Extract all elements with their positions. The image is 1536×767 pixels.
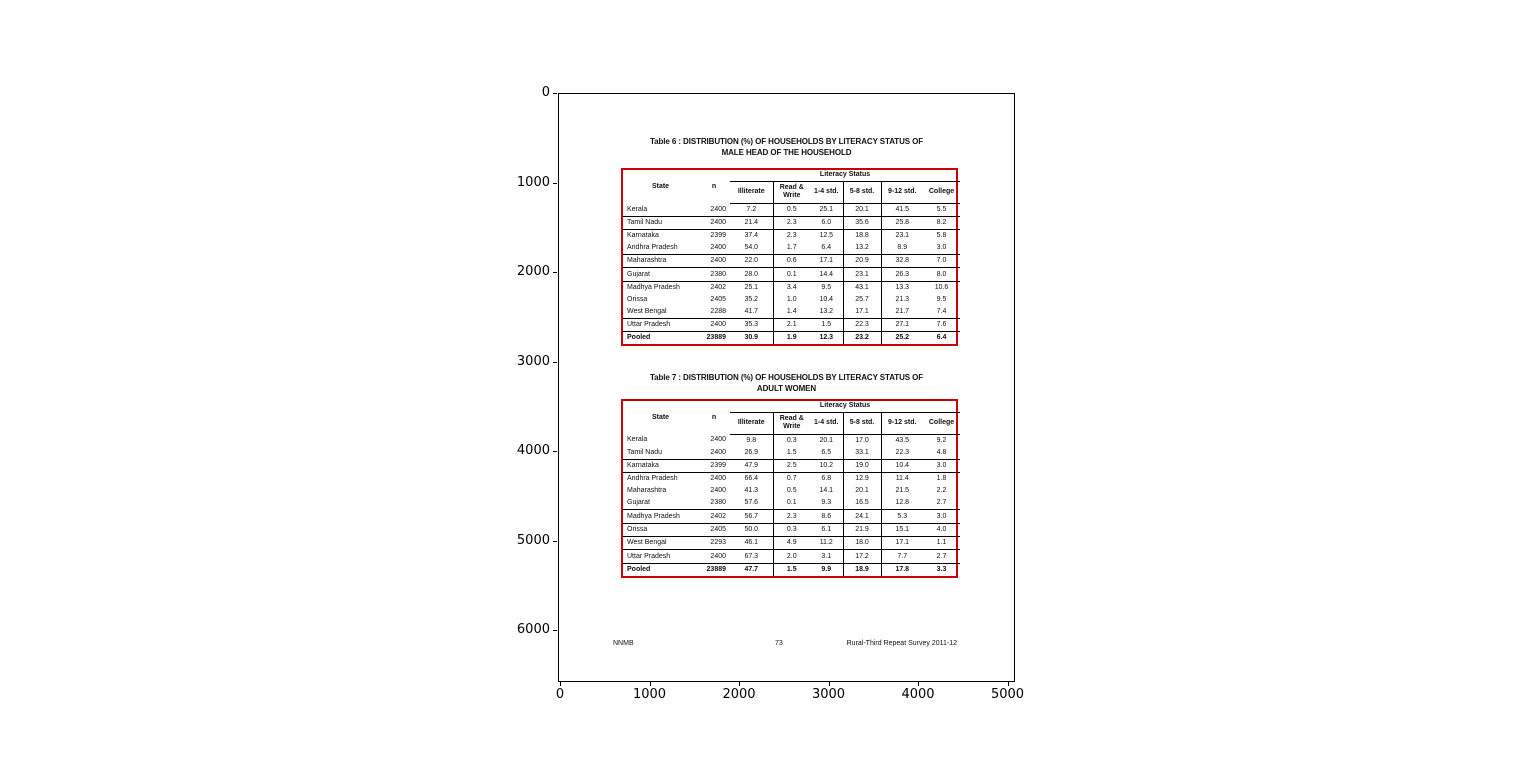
table-cell: 1.8 bbox=[936, 475, 947, 483]
table-cell: 15.1 bbox=[881, 523, 923, 536]
table-row bbox=[623, 306, 960, 319]
x-tick-label: 4000 bbox=[901, 687, 935, 702]
x-tick-label: 1000 bbox=[632, 687, 667, 702]
table-cell: 57.6 bbox=[730, 497, 773, 510]
table-cell: 23.2 bbox=[843, 331, 881, 344]
table-cell: 20.1 bbox=[819, 436, 834, 444]
table-cell: 2399 bbox=[710, 232, 726, 240]
table-cell: 25.2 bbox=[881, 331, 923, 344]
table-row bbox=[623, 216, 960, 229]
table-cell: Andhra Pradesh bbox=[627, 475, 678, 483]
table-cell: 13.3 bbox=[881, 281, 923, 294]
table-cell: 43.1 bbox=[843, 281, 881, 294]
table-cell: 4.0 bbox=[923, 523, 960, 536]
y-tick bbox=[553, 272, 557, 273]
y-tick-label: 6000 bbox=[516, 622, 550, 637]
y-tick bbox=[553, 541, 557, 542]
table-row bbox=[623, 497, 960, 510]
table-row bbox=[623, 203, 960, 216]
x-tick bbox=[650, 682, 651, 686]
table-cell: Tamil Nadu bbox=[623, 447, 698, 460]
table-cell: 35.2 bbox=[744, 295, 759, 303]
table-cell: 25.7 bbox=[843, 294, 881, 306]
table-cell: 10.2 bbox=[810, 459, 843, 472]
table-cell: 6.5 bbox=[810, 447, 843, 460]
table-cell: 12.3 bbox=[819, 334, 834, 342]
table-cell: 67.3 bbox=[730, 550, 773, 563]
table-cell: 2400 bbox=[710, 436, 726, 444]
table-cell: 21.7 bbox=[881, 306, 923, 319]
literacy-table-male-head bbox=[621, 168, 958, 346]
table-cell: 32.8 bbox=[881, 255, 923, 268]
column-header: College bbox=[923, 412, 960, 434]
table-cell: 2405 bbox=[710, 295, 726, 303]
table-cell: 9.5 bbox=[936, 295, 947, 303]
column-header: College bbox=[923, 181, 960, 203]
y-tick bbox=[553, 183, 557, 184]
table-cell: 20.9 bbox=[843, 255, 881, 268]
column-header: n bbox=[711, 413, 717, 421]
table-cell: 2.1 bbox=[773, 318, 810, 331]
table-cell: Karnataka bbox=[627, 232, 659, 240]
table-cell: 9.9 bbox=[821, 566, 832, 574]
table-cell: 16.5 bbox=[843, 497, 881, 510]
column-header: n bbox=[711, 182, 717, 190]
table-cell: 3.0 bbox=[923, 459, 960, 472]
table-cell: 21.3 bbox=[881, 294, 923, 306]
table-cell: 6.1 bbox=[810, 523, 843, 536]
table-cell: Uttar Pradesh bbox=[623, 550, 698, 563]
table-cell: 2400 bbox=[698, 318, 730, 331]
table-cell: 1.1 bbox=[923, 537, 960, 550]
table-cell: 8.9 bbox=[881, 242, 923, 255]
table-cell: 17.8 bbox=[881, 563, 923, 576]
literacy-table-adult-women bbox=[621, 399, 958, 578]
x-tick-label: 2000 bbox=[722, 687, 756, 702]
table-cell: 2380 bbox=[698, 268, 730, 281]
table-cell: 17.1 bbox=[843, 306, 881, 319]
column-header: 1-4 std. bbox=[810, 181, 843, 203]
table-cell: Andhra Pradesh bbox=[623, 242, 698, 255]
table-cell: 25.8 bbox=[881, 216, 923, 229]
table-cell: 10.4 bbox=[819, 295, 834, 303]
table-row bbox=[623, 473, 960, 486]
table-cell: 2402 bbox=[698, 510, 730, 523]
table-cell: 54.0 bbox=[730, 242, 773, 255]
table-cell: 10.4 bbox=[881, 459, 923, 472]
footer-survey: Rural-Third Repeat Survey 2011-12 bbox=[846, 640, 957, 647]
table-row bbox=[623, 294, 960, 306]
column-header: Literacy Status bbox=[730, 170, 960, 181]
column-header: Illiterate bbox=[730, 181, 773, 203]
table6-title-line2: MALE HEAD OF THE HOUSEHOLD bbox=[721, 148, 852, 157]
table-cell: 30.9 bbox=[744, 334, 759, 342]
column-header: Read & Write bbox=[773, 412, 810, 434]
column-header: 9-12 std. bbox=[881, 412, 923, 434]
table-cell: 0.7 bbox=[773, 473, 810, 486]
table-cell: 7.4 bbox=[923, 306, 960, 319]
table-cell: 22.3 bbox=[881, 447, 923, 460]
table-cell: 41.5 bbox=[881, 203, 923, 216]
table-cell: 7.7 bbox=[881, 550, 923, 563]
table7-title-line1: Table 7 : DISTRIBUTION (%) OF HOUSEHOLDS BY LITERACY STATUS OF bbox=[649, 373, 924, 382]
table-cell: Tamil Nadu bbox=[623, 216, 698, 229]
table-cell: 17.2 bbox=[843, 550, 881, 563]
table-cell: Gujarat bbox=[623, 497, 698, 510]
column-header: Read & Write bbox=[773, 181, 810, 203]
table-cell: 2400 bbox=[698, 216, 730, 229]
table-cell: 2.5 bbox=[773, 459, 810, 472]
x-tick bbox=[918, 682, 919, 686]
y-tick-label: 4000 bbox=[516, 443, 550, 458]
table-cell: Pooled bbox=[627, 566, 651, 574]
x-tick bbox=[829, 682, 830, 686]
table-cell: 12.9 bbox=[843, 473, 881, 486]
table-cell: Maharashtra bbox=[627, 487, 667, 495]
table-cell: 2293 bbox=[698, 537, 730, 550]
table-cell: 4.8 bbox=[923, 447, 960, 460]
table-cell: 23.1 bbox=[843, 268, 881, 281]
table7-title-line2: ADULT WOMEN bbox=[756, 384, 817, 393]
table-row bbox=[623, 550, 960, 563]
table-cell: 0.5 bbox=[773, 485, 810, 497]
table-cell: 18.9 bbox=[843, 563, 881, 576]
plot-area bbox=[558, 93, 1015, 682]
table-cell: 21.5 bbox=[881, 485, 923, 497]
table-cell: 2.2 bbox=[936, 487, 947, 495]
table-cell: 1.5 bbox=[773, 447, 810, 460]
table-cell: 2400 bbox=[698, 447, 730, 460]
column-header: 1-4 std. bbox=[810, 412, 843, 434]
table-cell: West Bengal bbox=[623, 537, 698, 550]
table-cell: 5.8 bbox=[936, 232, 947, 240]
table-cell: 27.1 bbox=[881, 318, 923, 331]
table-cell: 0.5 bbox=[773, 203, 810, 216]
table-cell: 9.5 bbox=[821, 283, 832, 291]
table-cell: 1.5 bbox=[810, 318, 843, 331]
table-cell: Orissa bbox=[623, 523, 698, 536]
table-row bbox=[623, 318, 960, 331]
table-cell: 1.7 bbox=[773, 242, 810, 255]
table-cell: 6.4 bbox=[810, 242, 843, 255]
table-row bbox=[623, 459, 960, 472]
table-cell: 2.3 bbox=[773, 230, 810, 243]
table-cell: 19.0 bbox=[843, 459, 881, 472]
table-cell: 21.4 bbox=[730, 216, 773, 229]
table-cell: 12.5 bbox=[819, 232, 834, 240]
table-cell: 3.3 bbox=[936, 566, 947, 574]
y-tick bbox=[553, 93, 557, 94]
table-cell: 2.7 bbox=[923, 497, 960, 510]
table-cell: Karnataka bbox=[623, 459, 698, 472]
table-cell: 25.1 bbox=[744, 283, 759, 291]
table-cell: 1.0 bbox=[773, 294, 810, 306]
table-cell: 26.3 bbox=[881, 268, 923, 281]
x-tick bbox=[560, 682, 561, 686]
table-cell: 43.5 bbox=[881, 434, 923, 447]
column-header: Literacy Status bbox=[730, 401, 960, 412]
x-tick-label: 3000 bbox=[811, 687, 846, 702]
table-cell: 21.9 bbox=[843, 523, 881, 536]
column-header: State bbox=[651, 413, 670, 421]
table-cell: 23889 bbox=[706, 334, 726, 342]
table-cell: 12.8 bbox=[881, 497, 923, 510]
table-cell: 17.1 bbox=[810, 255, 843, 268]
table-row bbox=[623, 242, 960, 255]
table-cell: 2405 bbox=[698, 523, 730, 536]
table-cell: 2400 bbox=[698, 550, 730, 563]
table-cell: 3.0 bbox=[923, 242, 960, 255]
table-cell: 2399 bbox=[698, 459, 730, 472]
table-cell: 0.3 bbox=[773, 434, 810, 447]
table-cell: 5.3 bbox=[881, 510, 923, 523]
table-cell: 46.1 bbox=[730, 537, 773, 550]
y-tick-label: 3000 bbox=[516, 353, 550, 369]
table-cell: 8.2 bbox=[923, 216, 960, 229]
column-header: 5-8 std. bbox=[843, 181, 881, 203]
x-tick-label: 0 bbox=[555, 687, 565, 702]
table-cell: 47.7 bbox=[744, 566, 759, 574]
table-cell: 3.4 bbox=[773, 281, 810, 294]
table-cell: 24.1 bbox=[843, 510, 881, 523]
table-cell: 0.3 bbox=[773, 523, 810, 536]
table-row bbox=[623, 563, 960, 576]
table-row bbox=[623, 485, 960, 497]
table-cell: 2380 bbox=[698, 497, 730, 510]
y-tick-label: 1000 bbox=[516, 174, 550, 190]
table-cell: 14.4 bbox=[810, 268, 843, 281]
table-cell: Gujarat bbox=[623, 268, 698, 281]
table-cell: 10.6 bbox=[934, 283, 949, 291]
table-cell: 2400 bbox=[698, 203, 730, 216]
column-header: 5-8 std. bbox=[843, 412, 881, 434]
table-cell: 23889 bbox=[706, 566, 726, 574]
table-row bbox=[623, 230, 960, 243]
column-header: State bbox=[651, 182, 670, 190]
table-cell: 37.4 bbox=[744, 232, 759, 240]
table-cell: 56.7 bbox=[730, 510, 773, 523]
table-cell: 2.3 bbox=[773, 510, 810, 523]
literacy-table-adult-women-grid bbox=[623, 401, 960, 576]
table-cell: Madhya Pradesh bbox=[623, 510, 698, 523]
table-cell: 23.1 bbox=[881, 230, 923, 243]
table-row bbox=[623, 331, 960, 344]
table-cell: 1.5 bbox=[773, 563, 810, 576]
table-cell: 8.0 bbox=[923, 268, 960, 281]
column-header: Illiterate bbox=[730, 412, 773, 434]
table-cell: 3.0 bbox=[923, 510, 960, 523]
table-cell: Maharashtra bbox=[623, 255, 698, 268]
table-cell: 7.2 bbox=[730, 203, 773, 216]
y-tick bbox=[553, 630, 557, 631]
table-cell: Uttar Pradesh bbox=[623, 318, 698, 331]
table-row bbox=[623, 523, 960, 536]
table-cell: 9.3 bbox=[810, 497, 843, 510]
table-cell: 4.9 bbox=[773, 537, 810, 550]
table-cell: 2400 bbox=[710, 487, 726, 495]
table-cell: 0.1 bbox=[773, 497, 810, 510]
table-row bbox=[623, 434, 960, 447]
table-cell: Kerala bbox=[623, 203, 698, 216]
table-cell: 2402 bbox=[710, 283, 726, 291]
table-row bbox=[623, 255, 960, 268]
y-tick-label: 2000 bbox=[516, 264, 550, 279]
table-cell: 50.0 bbox=[730, 523, 773, 536]
y-tick-label: 5000 bbox=[516, 532, 550, 548]
table-cell: 33.1 bbox=[843, 447, 881, 460]
table-cell: Orissa bbox=[627, 295, 648, 303]
column-header: 9-12 std. bbox=[881, 181, 923, 203]
table-cell: 9.2 bbox=[936, 436, 947, 444]
table-cell: 11.2 bbox=[810, 537, 843, 550]
table-cell: 11.4 bbox=[881, 473, 923, 486]
table-cell: 35.3 bbox=[730, 318, 773, 331]
table-row bbox=[623, 447, 960, 460]
table-row bbox=[623, 268, 960, 281]
table-cell: 8.6 bbox=[810, 510, 843, 523]
table-cell: 9.8 bbox=[746, 436, 757, 444]
table-cell: 17.1 bbox=[881, 537, 923, 550]
x-tick bbox=[1008, 682, 1009, 686]
table7-title bbox=[559, 372, 1014, 394]
y-tick bbox=[553, 451, 557, 452]
table-cell: 2288 bbox=[698, 306, 730, 319]
table-cell: 0.6 bbox=[773, 255, 810, 268]
footer-page-number: 73 bbox=[775, 640, 783, 647]
table-cell: 2400 bbox=[698, 242, 730, 255]
table-row bbox=[623, 281, 960, 294]
table-cell: Madhya Pradesh bbox=[627, 283, 680, 291]
table-cell: 7.6 bbox=[923, 318, 960, 331]
table-cell: 2400 bbox=[710, 475, 726, 483]
table-cell: 5.5 bbox=[923, 203, 960, 216]
table-cell: 22.0 bbox=[730, 255, 773, 268]
table6-title bbox=[559, 136, 1014, 158]
table-cell: 13.2 bbox=[843, 242, 881, 255]
table-row bbox=[623, 537, 960, 550]
table-cell: 66.4 bbox=[744, 475, 759, 483]
table-cell: 28.0 bbox=[730, 268, 773, 281]
table-cell: Kerala bbox=[627, 436, 648, 444]
table-cell: 20.1 bbox=[843, 485, 881, 497]
table-row bbox=[623, 510, 960, 523]
x-tick bbox=[739, 682, 740, 686]
table-cell: 6.0 bbox=[810, 216, 843, 229]
table-cell: 6.8 bbox=[821, 475, 832, 483]
table-cell: West Bengal bbox=[623, 306, 698, 319]
y-tick bbox=[553, 362, 557, 363]
table-cell: 20.1 bbox=[843, 203, 881, 216]
table6-title-line1: Table 6 : DISTRIBUTION (%) OF HOUSEHOLDS BY LITERACY STATUS OF bbox=[649, 137, 924, 146]
table-cell: 1.4 bbox=[773, 306, 810, 319]
table-cell: 3.1 bbox=[810, 550, 843, 563]
table-cell: 7.0 bbox=[923, 255, 960, 268]
table-cell: 6.4 bbox=[936, 334, 947, 342]
table-cell: 13.2 bbox=[810, 306, 843, 319]
table-cell: 18.8 bbox=[843, 230, 881, 243]
table-cell: 2.0 bbox=[773, 550, 810, 563]
table-cell: 17.0 bbox=[843, 434, 881, 447]
table-cell: 14.1 bbox=[819, 487, 834, 495]
table-cell: 22.3 bbox=[843, 318, 881, 331]
table-cell: 2.7 bbox=[923, 550, 960, 563]
table-cell: 18.0 bbox=[843, 537, 881, 550]
table-cell: Pooled bbox=[627, 334, 651, 342]
table-cell: 1.9 bbox=[773, 331, 810, 344]
table-cell: 41.3 bbox=[744, 487, 759, 495]
table-cell: 35.6 bbox=[843, 216, 881, 229]
x-tick-label: 5000 bbox=[990, 687, 1025, 702]
table-cell: 25.1 bbox=[810, 203, 843, 216]
footer-org: NNMB bbox=[613, 640, 634, 647]
literacy-table-male-head-grid bbox=[623, 170, 960, 344]
table-cell: 47.9 bbox=[730, 459, 773, 472]
table-cell: 41.7 bbox=[730, 306, 773, 319]
y-tick-label: 0 bbox=[541, 85, 550, 100]
table-cell: 2.3 bbox=[773, 216, 810, 229]
table-cell: 2400 bbox=[698, 255, 730, 268]
table-cell: 0.1 bbox=[773, 268, 810, 281]
table-cell: 26.9 bbox=[730, 447, 773, 460]
